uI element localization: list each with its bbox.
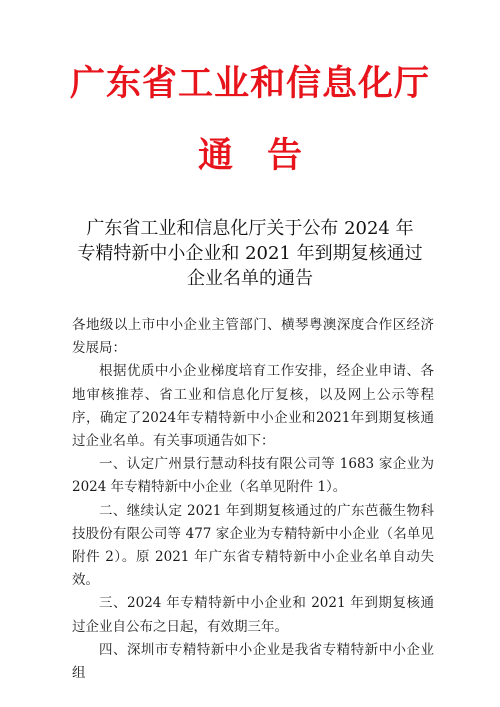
document-title (40, 216, 460, 291)
notice-item-1: 一、认定广州景行慧动科技有限公司等 1683 家企业为 2024 年专精特新中小企业（名单见附件 1）。 (72, 456, 434, 496)
intro-paragraph: 根据优质中小企业梯度培育工作安排，经企业申请、各地审核推荐、省工业和信息化厅复核，以及网上公示等程序，确定了2024年专精特新中小企业和2021年到期复核通过企业名单。有关事项通告如下： (72, 363, 434, 450)
notice-item-4: 四、深圳市专精特新中小企业是我省专精特新中小企业组 (72, 641, 434, 682)
salutation: 各地级以上市中小企业主管部门、横琴粤澳深度合作区经济发展局： (72, 317, 434, 357)
document-title-line-3: 企业名单的通告 (187, 268, 313, 289)
document-title-line-1: 广东省工业和信息化厅关于公布 2024 年 (86, 218, 414, 239)
notice-item-2: 二、继续认定 2021 年到期复核通过的广东芭薇生物科技股份有限公司等 477 家企业为专精特新中小企业（名单见附件 2）。原 2021 年广东省专精特新中小企业名单自动失效。 (72, 502, 434, 589)
document-title-line-2: 专精特新中小企业和 2021 年到期复核通过 (77, 243, 423, 264)
document-body (72, 314, 434, 685)
agency-header: 广东省工业和信息化厅 (69, 63, 430, 104)
notice-item-3: 三、2024 年专精特新中小企业和 2021 年到期复核通过企业自公布之日起，有效期三年。 (72, 595, 434, 635)
notice-header: 通告 (197, 135, 336, 176)
